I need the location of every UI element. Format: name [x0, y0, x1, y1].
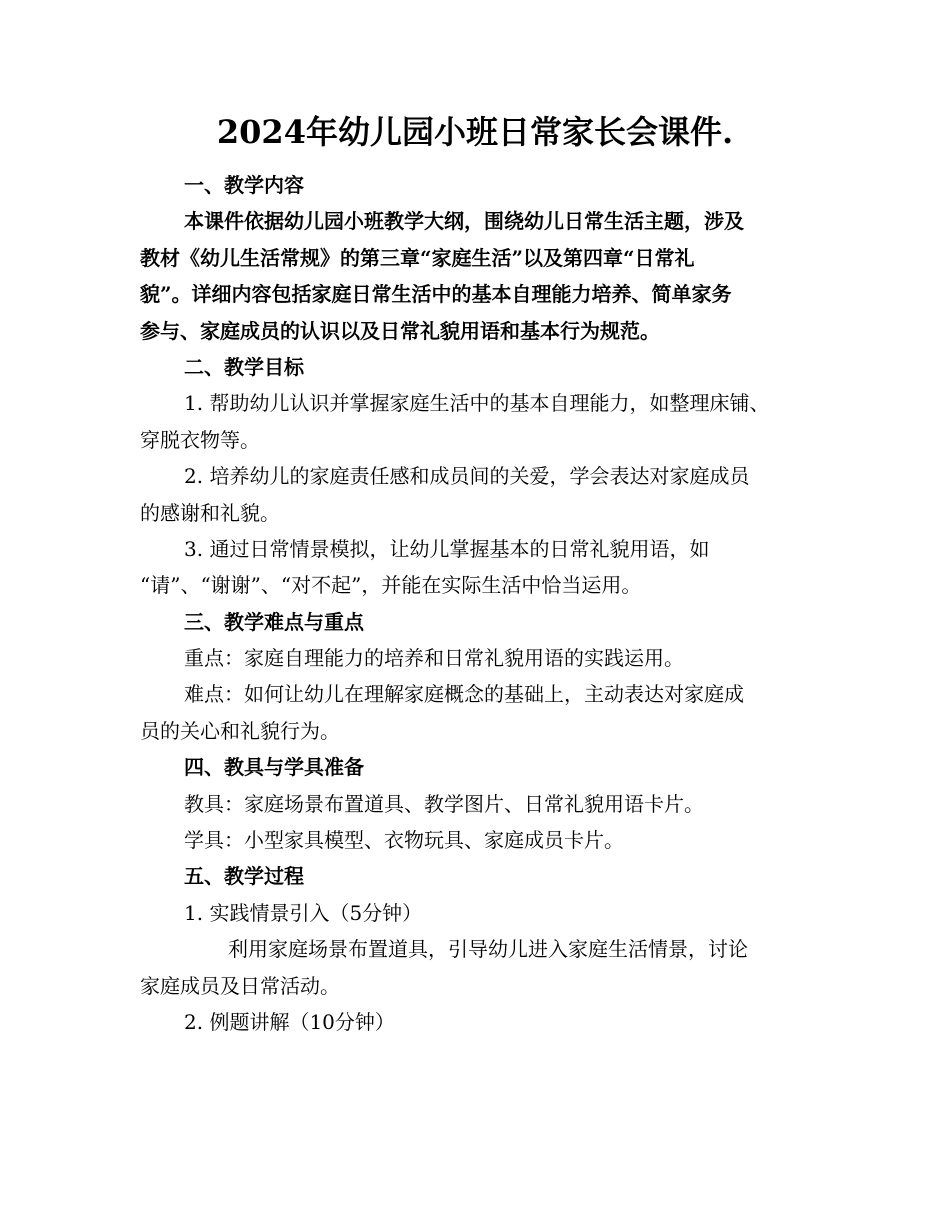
goal-3-line: “请”、“谢谢”、“对不起”，并能在实际生活中恰当运用。 [140, 573, 642, 598]
document-title: 2024年幼儿园小班日常家长会课件. [216, 113, 734, 151]
process-step-1: 1. 实践情景引入（5分钟） [184, 900, 423, 925]
content-paragraph-line: 教材《幼儿生活常规》的第三章“家庭生活”以及第四章“日常礼 [140, 245, 695, 270]
goal-1-line: 穿脱衣物等。 [140, 427, 260, 452]
section-heading-content: 一、教学内容 [184, 173, 304, 197]
process-step-1-desc: 家庭成员及日常活动。 [140, 973, 340, 998]
difficulty-line: 难点：如何让幼儿在理解家庭概念的基础上，主动表达对家庭成 [184, 682, 744, 707]
section-heading-focus: 三、教学难点与重点 [184, 609, 364, 634]
goal-2-line: 2. 培养幼儿的家庭责任感和成员间的关爱，学会表达对家庭成员 [184, 464, 750, 489]
goal-2-line: 的感谢和礼貌。 [140, 500, 280, 525]
process-step-2: 2. 例题讲解（10分钟） [184, 1009, 395, 1034]
teaching-aids-text: 教具：家庭场景布置道具、教学图片、日常礼貌用语卡片。 [184, 791, 704, 816]
document-body [140, 167, 830, 1040]
section-heading-materials: 四、教具与学具准备 [184, 755, 364, 780]
goal-3-line: 3. 通过日常情景模拟，让幼儿掌握基本的日常礼貌用语，如 [184, 536, 710, 561]
process-step-1-desc: 利用家庭场景布置道具，引导幼儿进入家庭生活情景，讨论 [228, 937, 748, 962]
content-paragraph-line: 本课件依据幼儿园小班教学大纲，围绕幼儿日常生活主题，涉及 [184, 209, 744, 234]
learning-aids-text: 学具：小型家具模型、衣物玩具、家庭成员卡片。 [184, 828, 624, 853]
section-heading-goals: 二、教学目标 [184, 354, 304, 379]
content-paragraph-line: 貌”。详细内容包括家庭日常生活中的基本自理能力培养、简单家务 [140, 282, 732, 307]
goal-1-line: 1. 帮助幼儿认识并掌握家庭生活中的基本自理能力，如整理床铺、 [184, 391, 770, 416]
section-heading-process: 五、教学过程 [184, 864, 304, 889]
content-paragraph-line: 参与、家庭成员的认识以及日常礼貌用语和基本行为规范。 [140, 318, 660, 343]
difficulty-line: 员的关心和礼貌行为。 [140, 718, 340, 743]
focus-text: 重点：家庭自理能力的培养和日常礼貌用语的实践运用。 [184, 646, 684, 671]
